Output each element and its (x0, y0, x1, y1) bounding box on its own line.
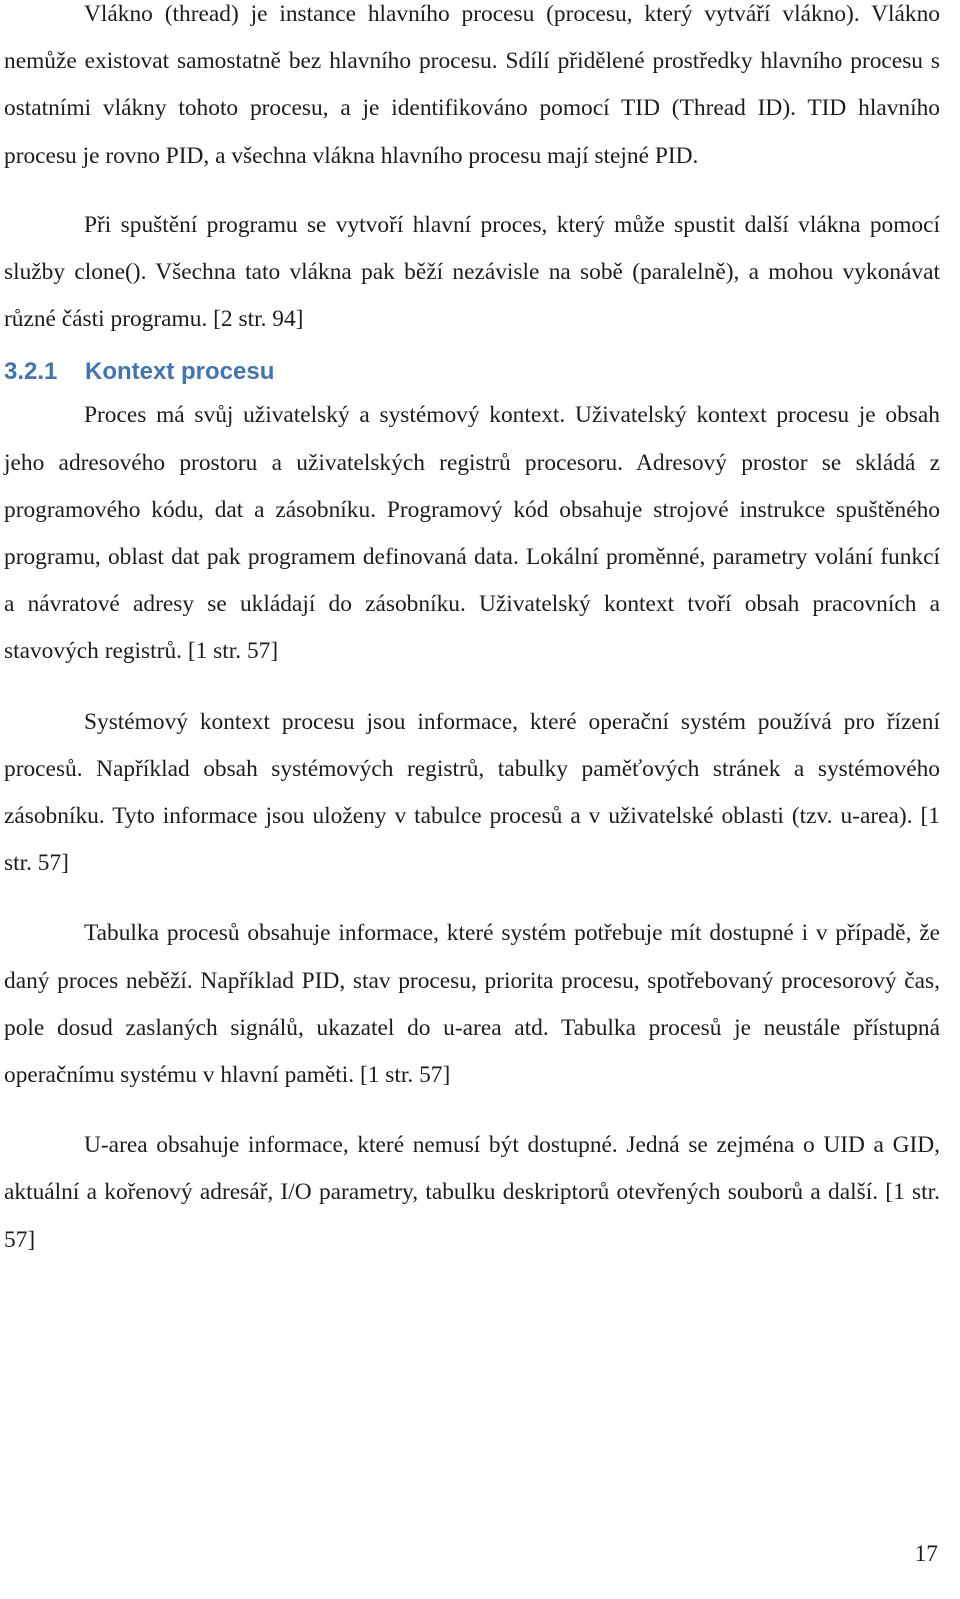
section-title: Kontext procesu (85, 358, 275, 386)
document-page (4, 0, 940, 1264)
section-heading (4, 357, 940, 387)
paragraph-user-context: Proces má svůj uživatelský a systémový kontext. Uživatelský kontext procesu je obsah jeho adresového prostoru a uživatelských registrů procesoru. Adresový prostor se skládá z programového kódu, dat a zásobníku. Programový kód obsahuje strojové instrukce spuštěného programu, oblast dat pak programem definovaná data. Lokální proměnné, parametry volání funkcí a návratové adresy se ukládají do zásobníku. Uživatelský kontext tvoří obsah pracovních a stavových registrů. [1 str. 57] (4, 402, 940, 665)
section-number: 3.2.1 (4, 358, 58, 386)
page-number: 17 (914, 1541, 938, 1567)
paragraph-program-start: Při spuštění programu se vytvoří hlavní proces, který může spustit další vlákna pomocí služby clone(). Všechna tato vlákna pak běží nezávisle na sobě (paralelně), a mohou vykonávat různé části programu. [2 str. 94] (4, 211, 940, 333)
paragraph-process-table: Tabulka procesů obsahuje informace, které systém potřebuje mít dostupné i v případě, že daný proces neběží. Například PID, stav procesu, priorita procesu, spotřebovaný procesorový čas, pole dosud zaslaných signálů, ukazatel do u-area atd. Tabulka procesů je neustále přístupná operačnímu systému v hlavní paměti. [1 str. 57] (4, 920, 940, 1089)
paragraph-u-area: U-area obsahuje informace, které nemusí být dostupné. Jedná se zejména o UID a GID, aktuální a kořenový adresář, I/O parametry, tabulku deskriptorů otevřených souborů a další. [1 str. 57] (4, 1132, 940, 1253)
paragraph-thread: Vlákno (thread) je instance hlavního procesu (procesu, který vytváří vlákno). Vlákno nemůže existovat samostatně bez hlavního procesu. Sdílí přidělené prostředky hlavního procesu s ostatními vlákny tohoto procesu, a je identifikováno pomocí TID (Thread ID). TID hlavního procesu je rovno PID, a všechna vlákna hlavního procesu mají stejné PID. (4, 1, 940, 169)
paragraph-system-context: Systémový kontext procesu jsou informace, které operační systém používá pro řízení procesů. Například obsah systémových registrů, tabulky paměťových stránek a systémového zásobníku. Tyto informace jsou uloženy v tabulce procesů a v uživatelské oblasti (tzv. u-area). [1 str. 57] (4, 708, 940, 877)
